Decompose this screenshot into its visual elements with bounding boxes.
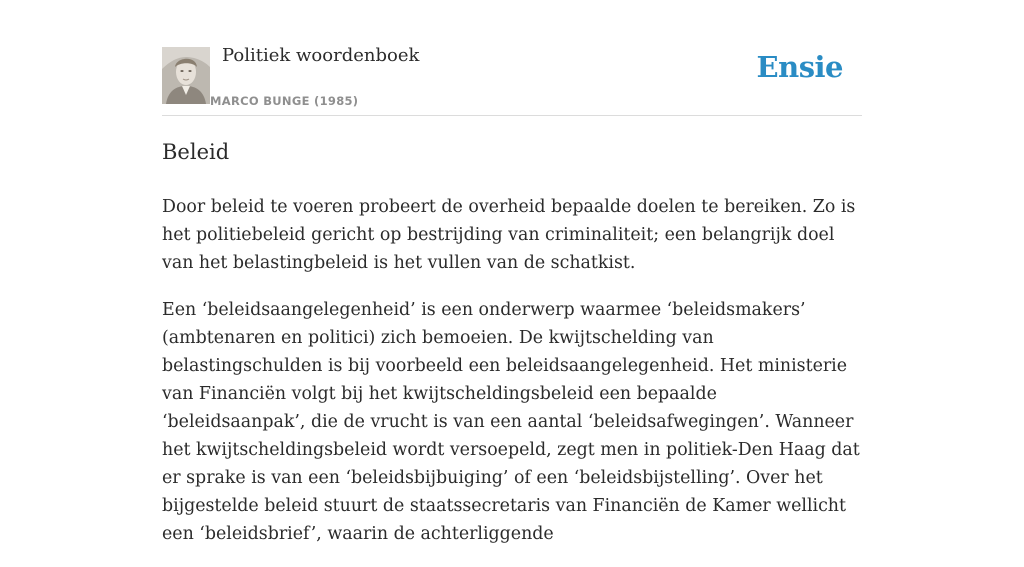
paragraph: Een ‘beleidsaangelegenheid’ is een onderwerp waarmee ‘beleidsmakers’ (ambtenaren en politici) zich bemoeien. De kwijtschelding van belastingschulden is bij voorbeeld een beleidsaangelegenheid. Het ministerie van Financiën volgt bij het kwijtscheldingsbeleid een bepaalde ‘beleidsaanpak’, die de vrucht is van een aantal ‘beleidsafwegingen’. Wanneer het kwijtscheldingsbeleid wordt versoepeld, zegt men in politiek-Den Haag dat er sprake is van een ‘beleidsbijbuiging’ of een ‘beleidsbijstelling’. Over het bijgestelde beleid stuurt de staatssecretaris van Financiën de Kamer wellicht een ‘beleidsbrief’, waarin de achterliggende: [162, 300, 860, 544]
author-name: MARCO BUNGE (1985): [210, 94, 359, 108]
entry-body: [162, 193, 862, 567]
content-column: [162, 0, 862, 544]
brand-logo[interactable]: Ensie: [756, 50, 843, 84]
author-portrait-icon: [162, 47, 210, 104]
dictionary-header: [162, 0, 862, 116]
author-avatar: [162, 47, 210, 104]
entry-title: Beleid: [162, 140, 230, 164]
book-title[interactable]: Politiek woordenboek: [222, 45, 420, 66]
paragraph: Door beleid te voeren probeert de overheid bepaalde doelen te bereiken. Zo is het politiebeleid gericht op bestrijding van criminaliteit; een belangrijk doel van het belastingbeleid is het vullen van de schatkist.: [162, 197, 856, 273]
